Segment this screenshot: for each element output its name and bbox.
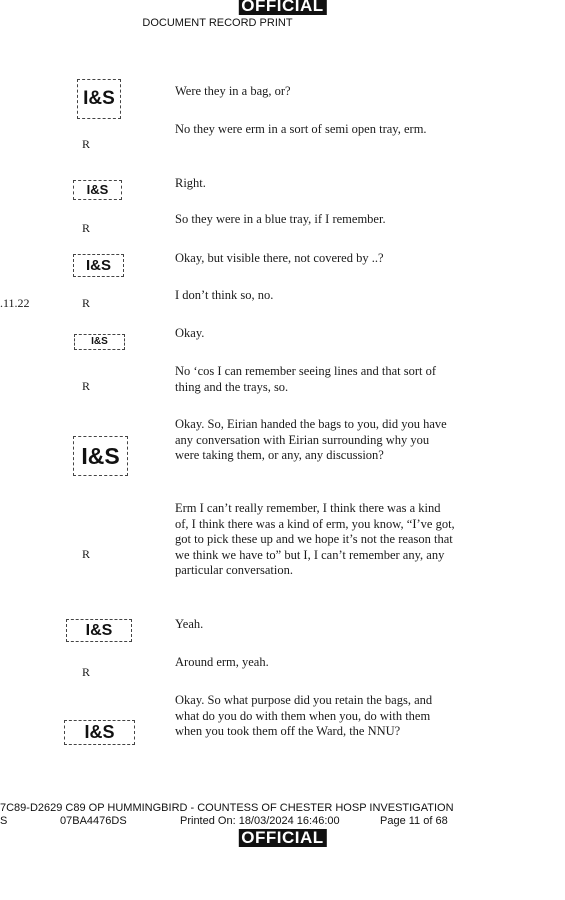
utterance-text: So they were in a blue tray, if I remember.	[175, 212, 386, 226]
footer-case-line: 7C89-D2629 C89 OP HUMMINGBIRD - COUNTESS OF CHESTER HOSP INVESTIGATION	[0, 802, 454, 814]
speaker-label-respondent: R	[82, 547, 91, 561]
document-type-label: DOCUMENT RECORD PRINT	[142, 17, 293, 29]
footer-page-number: Page 11 of 68	[380, 815, 448, 827]
utterance-text: Okay. So, Eirian handed the bags to you, did you have any conversation with Eirian surrounding why you were taking them, or any, any discussion?	[175, 417, 447, 462]
footer-doc-code: 07BA4476DS	[60, 815, 127, 827]
utterance-text: Okay. So what purpose did you retain the bags, and what do you do with them when you, do with them when you took them off the Ward, the NNU?	[175, 693, 433, 738]
speaker-label-respondent: R	[82, 137, 91, 151]
utterance-text: Yeah.	[175, 617, 204, 631]
utterance-text: No they were erm in a sort of semi open tray, erm.	[175, 122, 427, 136]
footer-printed-on: Printed On: 18/03/2024 16:46:00	[180, 815, 340, 827]
utterance-text: No ‘cos I can remember seeing lines and that sort of thing and the trays, so.	[175, 364, 437, 394]
speaker-label-respondent: R	[82, 296, 91, 310]
margin-date: .11.22	[0, 296, 30, 310]
speaker-label-respondent: R	[82, 379, 91, 393]
utterance-text: I don’t think so, no.	[175, 288, 274, 302]
speaker-label-interviewer: I&S	[73, 436, 128, 476]
utterance-text: Right.	[175, 176, 206, 190]
speaker-label-interviewer: I&S	[66, 619, 132, 642]
speaker-label-interviewer: I&S	[74, 334, 125, 350]
classification-banner-top: OFFICIAL	[238, 0, 326, 15]
speaker-label-interviewer: I&S	[64, 720, 135, 745]
classification-banner-bottom: OFFICIAL	[238, 829, 326, 847]
speaker-label-respondent: R	[82, 221, 91, 235]
speaker-label-respondent: R	[82, 665, 91, 679]
speaker-label-interviewer: I&S	[73, 254, 124, 277]
footer-left-code: S	[0, 815, 8, 827]
utterance-text: Okay, but visible there, not covered by ..?	[175, 251, 384, 265]
utterance-text: Erm I can’t really remember, I think there was a kind of, I think there was a kind of erm, you know, “I’ve got, got to pick these up and we hope it’s not the reason that we think we have to” but I, I can’t remember any, any particular conversation.	[175, 501, 455, 577]
utterance-text: Around erm, yeah.	[175, 655, 269, 669]
speaker-label-interviewer: I&S	[73, 180, 122, 200]
utterance-text: Okay.	[175, 326, 205, 340]
utterance-text: Were they in a bag, or?	[175, 84, 291, 98]
speaker-label-interviewer: I&S	[77, 79, 121, 119]
